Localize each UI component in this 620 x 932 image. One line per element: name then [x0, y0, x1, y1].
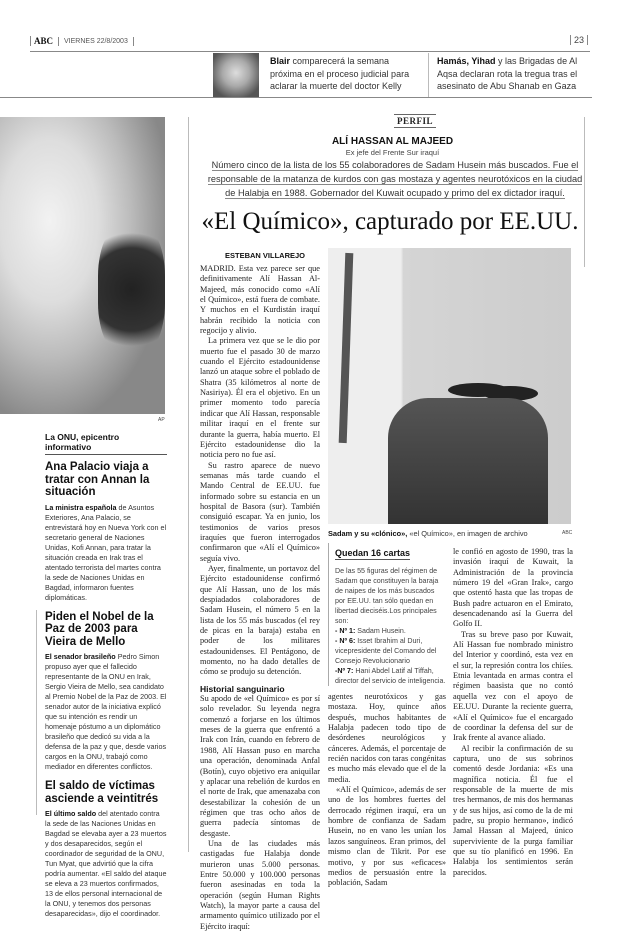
- subheading: Historial sanguinario: [200, 683, 285, 694]
- figures: [388, 398, 548, 524]
- teaser-rule: [0, 97, 592, 98]
- story-lead: El último saldo: [45, 809, 97, 818]
- paragraph: Al recibir la confirmación de su captura, uno de sus sobrinos comentó desde Jordania: «Es una magnífica noticia. Él fue el responsable de la muerte de mis tres hermanos, de mis dos hermanas y de sus hijos, así como de la de mi padre, su propio hermano», indicó Jamal Hassan al Majeed, único superviviente de la purga familiar que su tío planificó en 1996. En Halabja los sentimientos serán parecidos.: [453, 743, 573, 877]
- article-column-3: [453, 547, 573, 878]
- page-header: [30, 36, 134, 46]
- header-rule: [30, 51, 590, 52]
- bio-text: Número cinco de la lista de los 55 colaboradores de Sadam Husein más buscados. Fue el responsable de la matanza de kurdos con gas mostaza y agentes neurotóxicos en la ciudad de Halabja en 1988. Gobernador del Kuwait ocupado y primo del ex dictador iraquí.: [207, 160, 583, 198]
- divider: [133, 37, 134, 46]
- info-box: [328, 543, 446, 686]
- paragraph: Su rastro aparece de nuevo semanas más tarde cuando el Mando Central de EE.UU. fue informado sobre su estancia en un hospital de Basora (sur). También consiguió escapar. Ya en junio, los testimonios de varios presos iraquíes que fueron interrogados confirmaron que «Alí el Químico» seguía vivo.: [200, 460, 320, 563]
- rifle: [339, 253, 354, 443]
- box-item: [335, 626, 446, 636]
- paragraph: Tras su breve paso por Kuwait, Alí Hassan fue nombrado ministro del Interior y coordinó, esta vez en el sur, la represión contra los chiíes. Etnia levantada en armas contra el régimen baasista que no contó aquella vez con el apoyo de EE.UU. Durante la reciente guerra, «Alí el Químico» fue el encargado de coordinar la defensa del sur de Irak frente al avance aliado.: [453, 629, 573, 743]
- teaser-text: y las Brigadas de Al Aqsa declaran rota la tregua tras el asesinato de Abu Shanab en Gaza: [437, 56, 578, 91]
- paragraph: Su apodo de «el Químico» es por sí solo revelador. Su leyenda negra comenzó a forjarse en los últimos meses de la guerra que enfrentó a Irak con Irán, cuando en febrero de 1988, Alí Hassan puso en marcha una operación, denominada Anfal (Botín), cuyo objetivo era aniquilar y aplacar una rebelión de kurdos en el norte de Irak, que amenazaba con desestabilizar la cohesión de un régimen que tras ocho años de guerra padecía síntomas de desgaste.: [200, 694, 320, 838]
- sidebar-divider: [36, 610, 37, 815]
- teaser-lead: Blair: [270, 56, 291, 66]
- item-text: Sadam Husein.: [355, 627, 406, 635]
- profile-name: ALÍ HASSAN AL MAJEED: [331, 136, 454, 147]
- blair-photo: [213, 53, 259, 97]
- box-item: [335, 666, 446, 686]
- byline: ESTEBAN VILLAREJO: [225, 251, 306, 260]
- caption-text: «el Químico», en imagen de archivo: [407, 529, 528, 538]
- perfil-label: PERFIL: [394, 114, 436, 128]
- story-text: de Asuntos Exteriores, Ana Palacio, se entrevistará hoy en Nueva York con el secretario general de Naciones Unidas, Kofi Annan, para tratar la situación creada en Irak tras el atentado terrorista del martes contra la sede de Naciones Unidas en Bagdad, informaron fuentes diplomáticas.: [45, 502, 167, 602]
- paragraph: Ayer, finalmente, un portavoz del Ejército estadounidense confirmó que Alí Hassan, uno de los más despiadados colaboradores de Sadam Husein, el número 5 en la lista de los 55 más buscados (el rey de picas en la baraja) estaba en poder de los militares estadounidenses. El Pentágono, de momento, no ha dado detalles de cómo se produjo su detención.: [200, 563, 320, 677]
- photo-credit: ABC: [562, 530, 573, 536]
- divider: [428, 53, 429, 97]
- photo-shadow: [98, 222, 165, 357]
- newspaper-logo: ABC: [30, 36, 53, 46]
- item-text: Hani Abdel Latif al Tiffah, director del servicio de inteligencia.: [335, 667, 446, 685]
- issue-date: VIERNES 22/8/2003: [64, 37, 128, 45]
- caption-lead: Sadam y su «clónico»,: [328, 529, 408, 538]
- item-number: - Nº 1:: [335, 627, 356, 635]
- teaser-lead: Hamás, Yihad: [437, 56, 496, 66]
- story-text: del atentado contra la sede de las Naciones Unidas en Bagdad se elevaba ayer a 23 muertos y dos desaparecidos, según el coordinador de seguridad de la ONU, Tun Myat, que advirtió que la cifra podría aumentar. «El saldo del ataque se eleva a 23 muertos confirmados, 13 de ellos personal internacional de la ONU, y tenemos dos personas desaparecidas», dijo el coordinador.: [45, 809, 167, 918]
- sidebar-headline: Ana Palacio viaja a tratar con Annan la situación: [45, 461, 150, 498]
- teaser-hamas[interactable]: [437, 55, 582, 93]
- story-lead: El senador brasileño: [45, 652, 116, 661]
- paragraph: MADRID. Esta vez parece ser que definitivamente Alí Hassan Al-Majeed, más conocido como «Alí el Químico», está fuera de combate. Y muchos en el Kurdistán iraquí habrán recibido la noticia con regocijo y alivio.: [200, 264, 320, 336]
- item-text: Isset Ibrahim al Duri, vicepresidente del Comando del Consejo Revolucionario: [335, 637, 437, 665]
- article-column-2: [328, 692, 446, 889]
- section-label: [365, 116, 465, 126]
- sidebar-headline: El saldo de víctimas asciende a veintitrés: [45, 780, 159, 805]
- sidebar-story: [45, 652, 167, 772]
- sidebar-kicker: La ONU, epicentro informativo: [45, 432, 167, 455]
- photo-credit: AP: [158, 417, 165, 423]
- item-number: - Nº 6:: [335, 637, 356, 645]
- paragraph: La primera vez que se le dio por muerto fue el pasado 30 de marzo cuando el Ejército estadounidense lanzó un ataque sobre el poblado de Shatra (35 kilómetros al norte de Nasiriya). Él era el objetivo. En un primer momento todo parecía indicar que Alí Hassan, responsable militar iraquí en el frente sur durante la guerra, había muerto. El Ejército estadounidense dio la noticia pero no fue así.: [200, 336, 320, 460]
- profile-subtitle: Ex jefe del Frente Sur iraquí: [345, 148, 440, 157]
- story-text: Pedro Simon propuso ayer que el fallecido representante de la ONU en Irak, Sergio Vieira de Mello, sea candidato al Premio Nobel de la Paz de 2003. El senador autor de la iniciativa explicó que su intención es rendir un homenaje póstumo a un diplomático brasileño que dedicó su vida a la defensa de la paz y que, desde varios cargos en la ONU, trabajó como mediador en diferentes conflictos.: [45, 652, 167, 771]
- paragraph: Una de las ciudades más castigadas fue Halabja donde murieron unas 5.000 personas. Entre 50.000 y 100.000 personas fueron asesinadas en toda la operación (según Human Rights Watch), la mayor parte a causa del armamento químico utilizado por el Ejército iraquí:: [200, 838, 320, 931]
- page-number: 23: [570, 35, 588, 45]
- item-number: -Nº 7:: [335, 667, 354, 675]
- box-intro: De las 55 figuras del régimen de Sadam que constituyen la baraja de naipes de los más buscados por EE.UU. tan sólo quedan en libertad dieciséis.Los principales son:: [335, 567, 439, 625]
- profile-bio: [205, 158, 585, 200]
- sadam-photo: [328, 248, 571, 524]
- column-2-wrap: [328, 543, 446, 889]
- article-headline: «El Químico», capturado por EE.UU.: [201, 208, 579, 235]
- sidebar-story: [45, 503, 167, 603]
- teaser-blair[interactable]: [270, 55, 420, 93]
- teaser-text: comparecerá la semana próxima en el proceso judicial para aclarar la muerte del doctor Kelly: [270, 56, 410, 91]
- sidebar: [45, 432, 167, 927]
- official-portrait-photo: [0, 117, 165, 414]
- column-divider: [188, 117, 189, 852]
- sidebar-headline: Piden el Nobel de la Paz de 2003 para Vieira de Mello: [45, 610, 154, 648]
- paragraph: le confió en agosto de 1990, tras la invasión iraquí de Kuwait, la Administración de la provincia número 19 del «Gran Irak», cargo que ostentó hasta que las tropas de Bush padre actuaron en el Emirato, desencadenando así la Guerra del Golfo II.: [453, 547, 573, 629]
- box-title: Quedan 16 cartas: [335, 548, 411, 558]
- box-item: [335, 636, 446, 666]
- divider: [58, 37, 59, 46]
- paragraph: «Alí el Químico», además de ser uno de los hombres fuertes del derrocado régimen iraquí, era un hombre de confianza de Sadam Husein, no en vano les unían los lazos sanguíneos. Eran primos, del mismo clan de Tikrit. Por ese motivo, y por sus «eficaces» medios de persuasión entre la población, Sadam: [328, 785, 446, 888]
- article-column-1: [200, 264, 320, 932]
- story-lead: La ministra española: [45, 502, 117, 512]
- photo-caption: [328, 529, 528, 538]
- paragraph: agentes neurotóxicos y gas mostaza. Hoy, quince años después, muchos habitantes de Halabja padecen todo tipo de desórdenes neurológicos y cánceres. Además, el porcentaje de recién nacidos con taras congénitas es mucho más elevado que el de la media.: [328, 692, 446, 784]
- sidebar-story: [45, 809, 167, 919]
